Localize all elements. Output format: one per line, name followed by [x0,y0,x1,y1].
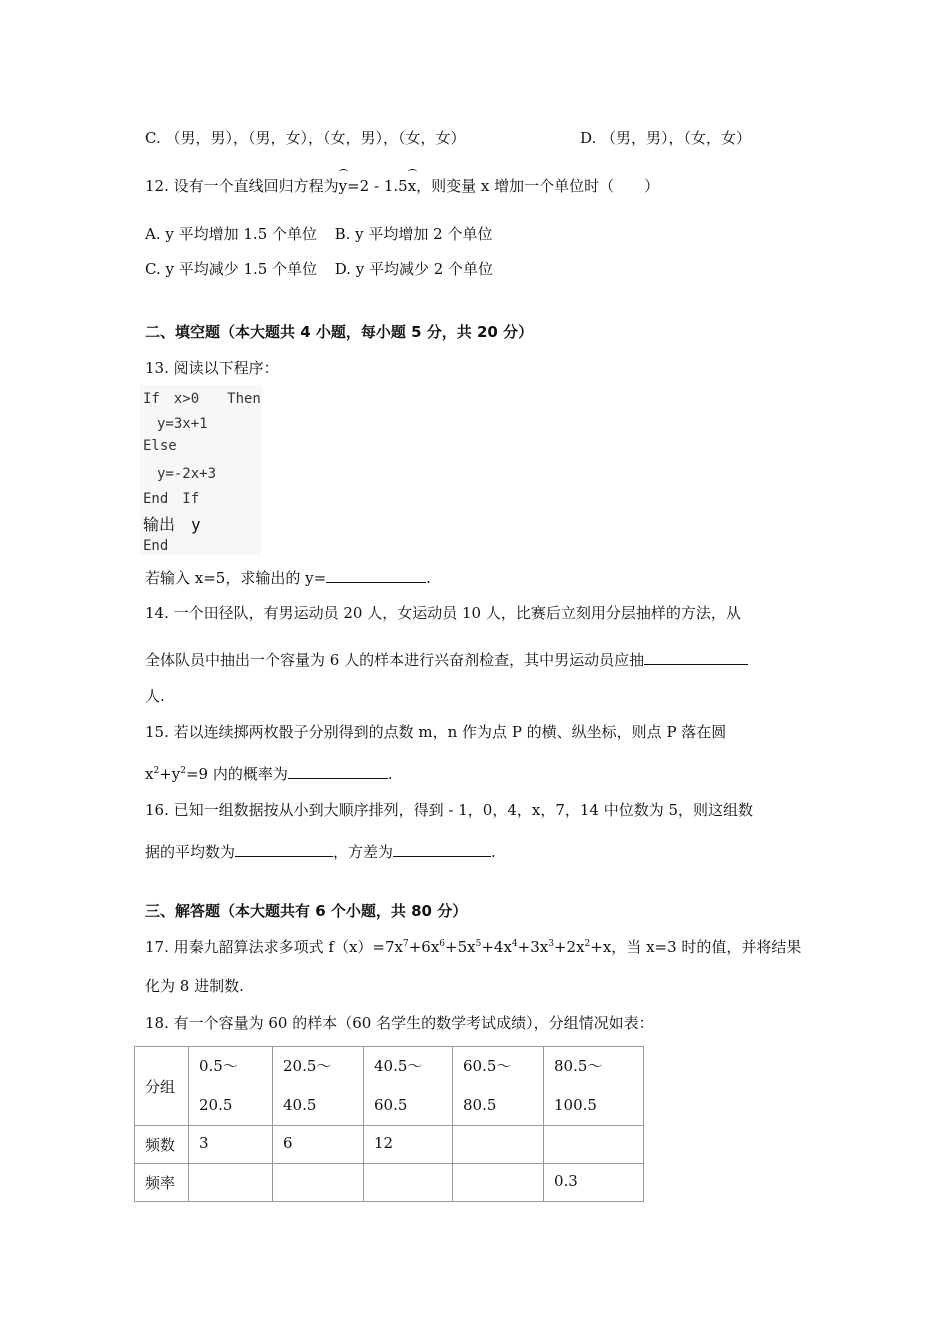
q12-option-c: C. y 平均减少 1.5 个单位 [145,260,318,278]
answer-blank [326,566,426,583]
q14-line1: 14. 一个田径队，有男运动员 20 人，女运动员 10 人，比赛后立刻用分层抽样的方法，从 [145,604,741,622]
answer-blank [644,648,748,665]
q12-stem: 12. 设有一个直线回归方程为y=2 - 1.5x，则变量 x 增加一个单位时（ ） [145,177,660,195]
q12-options-cd [145,259,493,279]
table-cell: 60.5～ 80.5 [453,1047,544,1126]
code-line: y=3x+1 [143,416,208,432]
code-line: End [143,538,169,554]
answer-blank [288,762,388,779]
q12-options-ab [145,224,492,244]
table-cell: 6 [273,1126,364,1164]
q14-line2: 全体队员中抽出一个容量为 6 人的样本进行兴奋剂检查，其中男运动员应抽 [145,648,748,670]
table-cell [273,1164,364,1202]
q17-line1: 17. 用秦九韶算法求多项式 $f(x)=7x^7+6x^6+5x^5+4x^4+3x^3+2x^2+x$，当 x=3 时的值，并将结果 [145,938,802,956]
q14-line3: 人. [145,687,165,705]
answer-blank [393,840,491,857]
q17-line2: 化为 8 进制数. [145,977,244,995]
table-row [135,1164,644,1202]
code-line: 输出 y [143,515,201,534]
table-cell [453,1126,544,1164]
q12-option-d: D. y 平均减少 2 个单位 [334,260,494,278]
q16-line2: 据的平均数为 ，方差为 . [145,840,496,862]
code-line: If x>0 Then [143,391,261,407]
q11-option-c: C. （男，男），（男，女），（女，男），（女，女） [145,129,466,147]
q15-line2: $x^2+y^2=9$ 内的概率为 . [145,762,393,784]
table-cell: 分组 [135,1047,189,1126]
frequency-table [134,1046,644,1202]
table-cell [544,1126,644,1164]
q13-text: 13. 阅读以下程序： [145,359,279,377]
q12-option-b: B. y 平均增加 2 个单位 [334,225,493,243]
table-cell: 频率 [135,1164,189,1202]
section3-title: 三、解答题（本大题共有 6 个小题，共 80 分） [145,902,468,920]
table-cell [364,1164,453,1202]
table-cell [453,1164,544,1202]
table-row [135,1126,644,1164]
table-cell: 80.5～ 100.5 [544,1047,644,1126]
code-line: Else [143,438,177,454]
q13-question: 若输入 x=5，求输出的 y= . [145,566,431,588]
x-hat-symbol: x [407,177,417,195]
table-cell: 频数 [135,1126,189,1164]
code-line: y=-2x+3 [143,466,217,482]
table-cell: 3 [189,1126,273,1164]
y-hat-symbol: y [338,177,348,195]
table-cell: 12 [364,1126,453,1164]
answer-blank [235,840,333,857]
table-cell: 0.3 [544,1164,644,1202]
table-cell: 40.5～ 60.5 [364,1047,453,1126]
table-row [135,1047,644,1126]
table-cell [189,1164,273,1202]
q15-line1: 15. 若以连续掷两枚骰子分别得到的点数 m，n 作为点 P 的横、纵坐标，则点 P 落在圆 [145,723,727,741]
q12-option-a: A. y 平均增加 1.5 个单位 [145,225,318,243]
table-cell: 20.5～ 40.5 [273,1047,364,1126]
q16-line1: 16. 已知一组数据按从小到大顺序排列，得到 - 1，0，4，x，7，14 中位数为 5，则这组数 [145,801,754,819]
section2-title: 二、填空题（本大题共 4 小题，每小题 5 分，共 20 分） [145,323,534,341]
q11-option-d: D. （男，男），（女，女） [580,129,752,147]
q18-text: 18. 有一个容量为 60 的样本（60 名学生的数学考试成绩），分组情况如表： [145,1014,654,1032]
code-line: End If [143,491,200,507]
table-cell: 0.5～ 20.5 [189,1047,273,1126]
